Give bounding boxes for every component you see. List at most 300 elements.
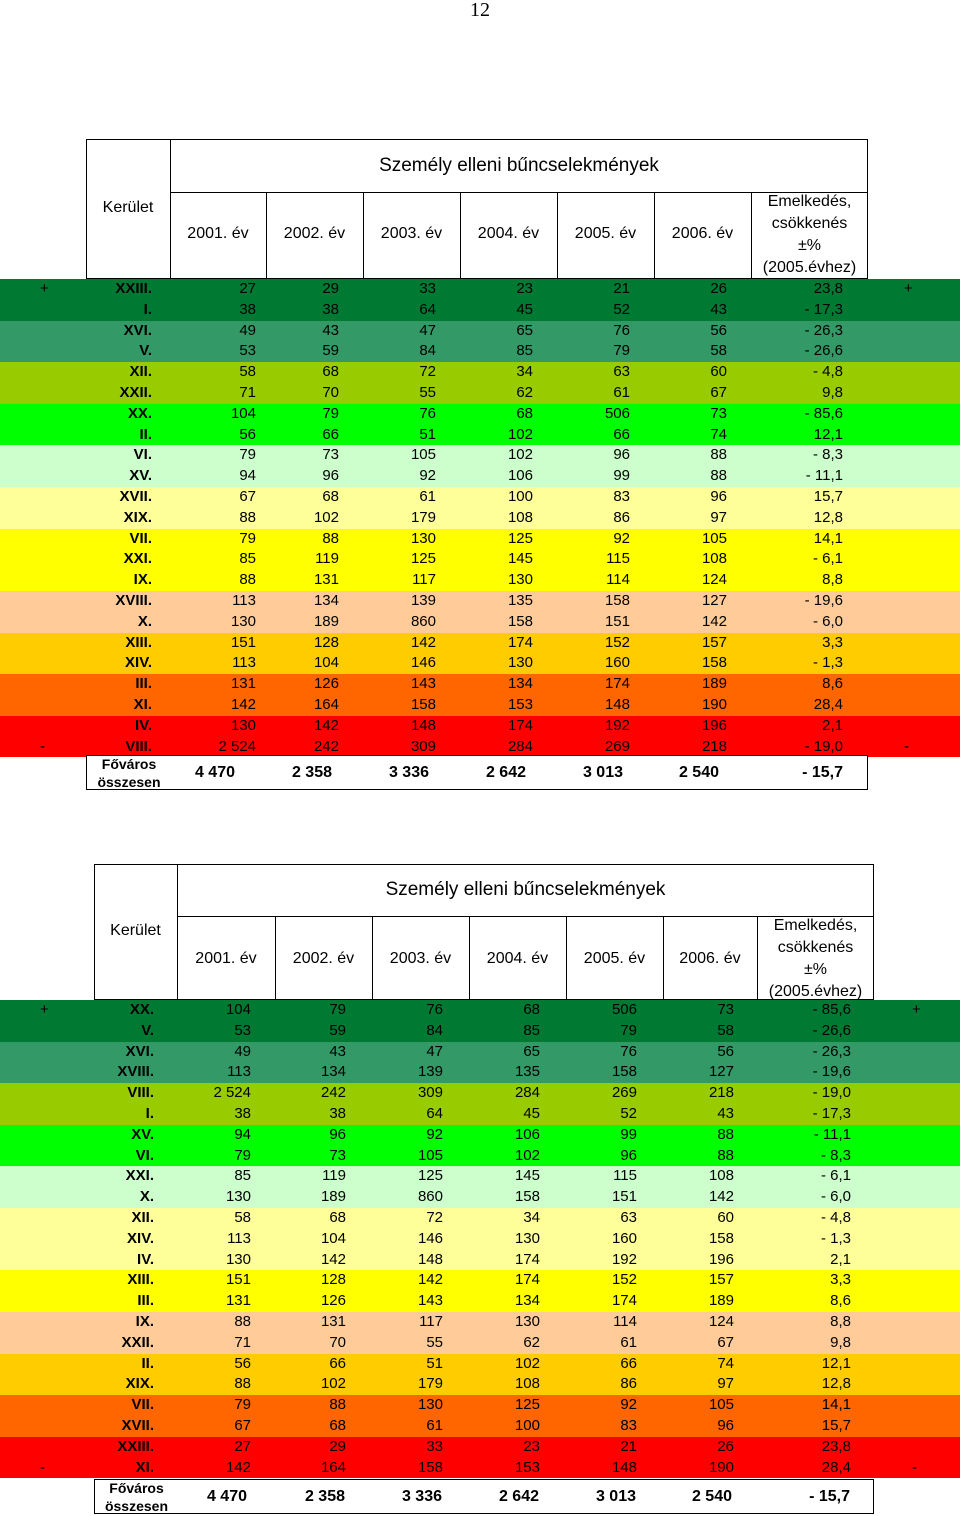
year-value: 506 <box>611 1001 637 1018</box>
district-name: XI. <box>135 1458 154 1476</box>
year-value: 142 <box>417 1271 443 1289</box>
year-value: 55 <box>426 1333 443 1351</box>
year-value: 130 <box>230 612 256 630</box>
year-value: 126 <box>320 1292 346 1310</box>
year-value: 160 <box>604 654 630 672</box>
table-row <box>0 1250 960 1271</box>
year-header: 2003. év <box>389 950 452 967</box>
year-value: 76 <box>613 321 630 339</box>
year-value: 61 <box>426 1417 443 1434</box>
year-value: 23 <box>523 1437 540 1455</box>
year-value: 108 <box>708 1167 734 1185</box>
change-value: 15,7 <box>813 488 843 505</box>
year-value: 269 <box>604 737 630 755</box>
change-value: 8,8 <box>822 571 843 589</box>
year-value: 152 <box>604 633 630 651</box>
year-value: 113 <box>232 592 256 609</box>
year-value: 117 <box>419 1313 443 1330</box>
year-value: 79 <box>234 1146 251 1164</box>
year-value: 88 <box>710 467 727 485</box>
year-value: 64 <box>426 1105 443 1122</box>
year-value: 92 <box>620 1396 637 1414</box>
year-value: 85 <box>516 342 533 360</box>
year-value: 284 <box>507 737 533 755</box>
district-name: XX. <box>129 1001 154 1018</box>
year-value: 148 <box>410 716 436 734</box>
change-value: - 11,1 <box>813 1125 851 1143</box>
year-value: 174 <box>611 1292 637 1310</box>
change-value: - 6,0 <box>820 1188 851 1206</box>
year-value: 189 <box>313 612 339 630</box>
change-value: 23,8 <box>813 280 843 297</box>
change-value: - 1,3 <box>812 654 843 672</box>
year-value: 96 <box>710 488 727 505</box>
plus-sign: + <box>904 280 913 297</box>
change-header-line: Emelkedés, <box>767 193 852 210</box>
table-row <box>0 1291 960 1312</box>
year-value: 67 <box>239 488 256 505</box>
year-value: 117 <box>412 571 436 589</box>
change-value: 12,8 <box>813 508 843 526</box>
year-value: 142 <box>708 1188 734 1206</box>
year-value: 58 <box>239 363 256 381</box>
change-value: - 6,1 <box>820 1167 851 1185</box>
year-value: 158 <box>708 1229 734 1247</box>
table-row <box>0 1021 960 1042</box>
total-value: - 15,7 <box>802 764 843 781</box>
year-value: 192 <box>604 716 630 734</box>
year-value: 105 <box>701 529 727 547</box>
year-value: 125 <box>507 529 533 547</box>
year-value: 65 <box>516 321 533 339</box>
change-value: 9,8 <box>822 384 843 401</box>
year-value: 2 524 <box>218 737 256 755</box>
year-value: 94 <box>234 1125 251 1143</box>
change-value: - 19,6 <box>804 592 843 609</box>
total-value: 4 470 <box>206 1488 247 1505</box>
total-value: 4 470 <box>194 764 235 781</box>
year-value: 58 <box>717 1021 734 1039</box>
year-value: 21 <box>613 280 630 297</box>
year-value: 142 <box>410 633 436 651</box>
table-row <box>0 1042 960 1063</box>
change-value: - 85,6 <box>812 1001 851 1018</box>
year-value: 96 <box>613 446 630 464</box>
year-value: 59 <box>322 342 339 360</box>
year-value: 151 <box>225 1271 251 1289</box>
year-value: 160 <box>611 1229 637 1247</box>
year-value: 79 <box>620 1021 637 1039</box>
year-value: 83 <box>613 488 630 505</box>
year-value: 29 <box>329 1437 346 1455</box>
year-value: 196 <box>701 716 727 734</box>
year-value: 113 <box>232 654 256 672</box>
district-name: VI. <box>135 1146 154 1164</box>
change-value: - 8,3 <box>820 1146 851 1164</box>
year-value: 130 <box>507 654 533 672</box>
year-value: 102 <box>507 446 533 464</box>
year-value: 143 <box>410 675 436 693</box>
year-value: 174 <box>514 1250 540 1268</box>
table-row <box>0 1125 960 1146</box>
year-value: 146 <box>417 1229 443 1247</box>
year-value: 151 <box>611 1188 637 1206</box>
year-value: 96 <box>322 467 339 485</box>
year-value: 157 <box>701 633 727 651</box>
year-value: 104 <box>313 654 339 672</box>
year-value: 88 <box>329 1396 346 1414</box>
year-value: 88 <box>239 508 256 526</box>
year-value: 88 <box>234 1313 251 1330</box>
year-value: 102 <box>507 425 533 443</box>
year-value: 70 <box>322 384 339 401</box>
district-name: VII. <box>129 529 152 547</box>
year-value: 189 <box>708 1292 734 1310</box>
year-value: 97 <box>710 508 727 526</box>
district-name: XXII. <box>121 1333 154 1351</box>
year-value: 218 <box>701 737 727 755</box>
change-header-line: ±% <box>797 237 821 254</box>
year-value: 60 <box>717 1209 734 1226</box>
year-value: 79 <box>613 342 630 360</box>
table-row <box>0 1146 960 1167</box>
year-value: 38 <box>322 300 339 318</box>
year-value: 51 <box>426 1354 443 1372</box>
year-value: 84 <box>419 342 436 360</box>
district-name: V. <box>139 342 152 360</box>
page-number: 12 <box>470 0 490 21</box>
year-value: 134 <box>507 675 533 693</box>
change-value: - 19,6 <box>812 1063 851 1081</box>
year-value: 70 <box>329 1333 346 1351</box>
year-value: 130 <box>225 1250 251 1268</box>
year-header: 2004. év <box>486 950 549 967</box>
year-value: 43 <box>322 321 339 339</box>
year-value: 55 <box>419 384 436 401</box>
table-row <box>0 1166 960 1187</box>
district-name: XIX. <box>125 1375 154 1393</box>
table-title: Személy elleni bűncselekmények <box>379 155 659 176</box>
year-value: 56 <box>717 1042 734 1060</box>
district-name: I. <box>143 300 152 318</box>
table-row <box>0 1270 960 1291</box>
change-value: - 26,6 <box>812 1021 851 1039</box>
change-value: 12,1 <box>813 425 843 443</box>
year-value: 94 <box>239 467 256 485</box>
year-value: 85 <box>523 1021 540 1039</box>
minus-sign: - <box>40 737 45 755</box>
year-value: 51 <box>419 425 436 443</box>
district-name: XV. <box>129 467 152 485</box>
total-value: 3 336 <box>401 1488 442 1505</box>
year-value: 309 <box>410 737 436 755</box>
year-value: 179 <box>410 508 436 526</box>
change-value: - 19,0 <box>804 737 843 755</box>
year-value: 61 <box>419 488 436 505</box>
year-value: 68 <box>523 1001 540 1018</box>
year-value: 174 <box>507 716 533 734</box>
district-name: XXIII. <box>117 1437 154 1455</box>
total-value: 3 336 <box>388 764 429 781</box>
year-value: 47 <box>419 321 436 339</box>
district-name: XIX. <box>123 508 152 526</box>
change-value: 8,6 <box>822 675 843 693</box>
year-value: 29 <box>322 280 339 297</box>
year-value: 85 <box>234 1167 251 1185</box>
year-value: 114 <box>613 1313 637 1330</box>
year-value: 115 <box>606 550 630 568</box>
table-title: Személy elleni bűncselekmények <box>385 879 666 900</box>
district-name: IX. <box>135 1313 154 1330</box>
year-value: 79 <box>239 529 256 547</box>
year-value: 151 <box>230 633 256 651</box>
year-value: 66 <box>613 425 630 443</box>
year-value: 33 <box>426 1437 443 1455</box>
year-value: 284 <box>514 1084 540 1102</box>
year-value: 27 <box>234 1437 251 1455</box>
total-value: 3 013 <box>595 1488 636 1505</box>
district-name: XIV. <box>125 654 152 672</box>
year-value: 102 <box>320 1375 346 1393</box>
year-value: 27 <box>239 280 256 297</box>
change-value: - 6,1 <box>812 550 843 568</box>
year-value: 142 <box>313 716 339 734</box>
year-value: 62 <box>516 384 533 401</box>
district-name: XIII. <box>127 1271 154 1289</box>
year-value: 134 <box>514 1292 540 1310</box>
year-value: 113 <box>227 1063 251 1081</box>
kerulet-header: Kerület <box>110 922 161 939</box>
district-name: IV. <box>137 1250 154 1268</box>
year-value: 142 <box>701 612 727 630</box>
total-value: 2 358 <box>291 764 332 781</box>
change-value: 23,8 <box>821 1437 851 1455</box>
district-name: XIII. <box>125 633 152 651</box>
year-value: 126 <box>313 675 339 693</box>
year-value: 61 <box>620 1333 637 1351</box>
district-name: XII. <box>131 1209 154 1226</box>
district-name: VII. <box>131 1396 154 1414</box>
total-label <box>95 1479 178 1515</box>
year-value: 131 <box>225 1292 251 1310</box>
year-value: 157 <box>708 1271 734 1289</box>
year-value: 62 <box>523 1333 540 1351</box>
year-value: 45 <box>523 1105 540 1122</box>
change-value: 2,1 <box>822 716 843 734</box>
minus-sign: - <box>904 737 909 755</box>
change-value: 14,1 <box>813 529 843 547</box>
minus-sign: - <box>912 1458 917 1476</box>
year-value: 49 <box>234 1042 251 1060</box>
year-value: 96 <box>717 1417 734 1434</box>
table-row <box>0 1000 960 1021</box>
year-value: 102 <box>313 508 339 526</box>
year-value: 68 <box>322 363 339 381</box>
year-value: 860 <box>410 612 436 630</box>
change-header-line: (2005.évhez) <box>768 983 863 1000</box>
year-value: 79 <box>329 1001 346 1018</box>
year-value: 158 <box>514 1188 540 1206</box>
year-value: 179 <box>417 1375 443 1393</box>
year-value: 148 <box>604 696 630 713</box>
year-value: 124 <box>701 571 727 589</box>
district-name: I. <box>145 1105 154 1122</box>
year-header: 2006. év <box>679 950 741 967</box>
year-value: 97 <box>717 1375 734 1393</box>
plus-sign: + <box>40 280 49 297</box>
district-name: XVIII. <box>117 1063 154 1081</box>
district-name: III. <box>135 675 152 693</box>
district-name: IV. <box>135 716 152 734</box>
year-header: 2002. év <box>283 225 346 242</box>
year-header: 2006. év <box>671 225 734 242</box>
year-value: 34 <box>516 363 533 381</box>
year-value: 860 <box>417 1188 443 1206</box>
year-value: 74 <box>717 1354 734 1372</box>
change-value: - 17,3 <box>812 1105 851 1122</box>
change-header-line: Emelkedés, <box>773 917 858 934</box>
year-value: 114 <box>606 571 630 589</box>
year-value: 52 <box>613 300 630 318</box>
year-value: 242 <box>320 1084 346 1102</box>
table-row <box>0 1354 960 1375</box>
year-value: 88 <box>322 529 339 547</box>
year-header: 2005. év <box>583 950 646 967</box>
year-header: 2001. év <box>195 950 257 967</box>
year-value: 100 <box>514 1417 540 1434</box>
year-value: 158 <box>604 592 630 609</box>
year-value: 190 <box>708 1458 734 1476</box>
year-value: 148 <box>417 1250 443 1268</box>
year-value: 71 <box>239 384 256 401</box>
year-value: 34 <box>523 1209 540 1226</box>
year-value: 106 <box>507 467 533 485</box>
district-name: X. <box>137 612 152 630</box>
year-value: 130 <box>514 1313 540 1330</box>
year-value: 127 <box>708 1063 734 1081</box>
kerulet-header: Kerület <box>102 199 154 216</box>
total-label-line: Főváros <box>101 756 157 772</box>
year-value: 143 <box>417 1292 443 1310</box>
year-value: 108 <box>507 508 533 526</box>
year-value: 309 <box>417 1084 443 1102</box>
district-name: XXI. <box>123 550 152 568</box>
year-value: 79 <box>234 1396 251 1414</box>
change-value: - 8,3 <box>812 446 843 464</box>
district-name: XVI. <box>123 321 152 339</box>
change-value: 8,8 <box>830 1313 851 1330</box>
district-name: XXI. <box>125 1167 154 1185</box>
year-value: 56 <box>710 321 727 339</box>
year-value: 124 <box>708 1313 734 1330</box>
district-name: XV. <box>131 1125 154 1143</box>
district-name: XXIII. <box>115 280 152 297</box>
year-value: 128 <box>320 1271 346 1289</box>
year-value: 146 <box>410 654 436 672</box>
change-value: - 26,3 <box>804 321 843 339</box>
year-value: 174 <box>604 675 630 693</box>
year-value: 130 <box>225 1188 251 1206</box>
year-value: 131 <box>320 1313 346 1330</box>
year-value: 139 <box>410 592 436 609</box>
table-row <box>0 1437 960 1458</box>
year-value: 108 <box>514 1375 540 1393</box>
year-value: 142 <box>320 1250 346 1268</box>
year-value: 153 <box>514 1458 540 1476</box>
year-value: 190 <box>701 696 727 713</box>
change-value: 12,1 <box>821 1354 851 1372</box>
change-value: - 19,0 <box>812 1084 851 1102</box>
year-value: 68 <box>322 488 339 505</box>
table-row <box>0 1395 960 1416</box>
total-value: 2 358 <box>304 1488 345 1505</box>
year-value: 65 <box>523 1042 540 1060</box>
total-label-line: összesen <box>104 1498 169 1514</box>
table-row <box>0 1062 960 1083</box>
year-value: 85 <box>239 550 256 568</box>
year-value: 74 <box>710 425 727 443</box>
change-value: 14,1 <box>821 1396 851 1414</box>
district-name: X. <box>139 1188 154 1206</box>
year-value: 79 <box>239 446 256 464</box>
change-header-line: csökkenés <box>777 939 854 956</box>
year-value: 79 <box>322 404 339 422</box>
district-name: XVII. <box>121 1417 154 1434</box>
year-value: 66 <box>322 425 339 443</box>
year-value: 104 <box>320 1229 346 1247</box>
district-name: II. <box>139 425 152 443</box>
year-value: 145 <box>514 1167 540 1185</box>
year-value: 68 <box>329 1417 346 1434</box>
table-row <box>0 1104 960 1125</box>
year-value: 59 <box>329 1021 346 1039</box>
year-value: 23 <box>516 280 533 297</box>
year-value: 76 <box>419 404 436 422</box>
year-value: 26 <box>717 1437 734 1455</box>
year-value: 130 <box>410 529 436 547</box>
year-value: 142 <box>225 1458 251 1476</box>
district-name: VIII. <box>125 737 152 755</box>
change-header-line: csökkenés <box>771 215 848 232</box>
year-value: 73 <box>322 446 339 464</box>
year-value: 130 <box>417 1396 443 1414</box>
year-value: 269 <box>611 1084 637 1102</box>
year-value: 135 <box>507 592 533 609</box>
year-value: 72 <box>426 1209 443 1226</box>
year-value: 134 <box>320 1063 346 1081</box>
year-value: 67 <box>717 1333 734 1351</box>
year-value: 38 <box>239 300 256 318</box>
change-value: - 85,6 <box>804 404 843 422</box>
table-row <box>0 1229 960 1250</box>
district-name: IX. <box>133 571 152 589</box>
year-value: 73 <box>710 404 727 422</box>
change-value: - 4,8 <box>812 363 843 381</box>
change-value: - 11,1 <box>805 467 843 485</box>
year-value: 33 <box>419 280 436 297</box>
change-value: 3,3 <box>830 1271 851 1289</box>
year-value: 131 <box>313 571 339 589</box>
change-value: - 26,6 <box>804 342 843 360</box>
year-value: 125 <box>417 1167 443 1185</box>
year-value: 104 <box>230 404 256 422</box>
total-label-line: összesen <box>97 774 161 790</box>
total-value: 2 540 <box>678 764 719 781</box>
year-value: 53 <box>234 1021 251 1039</box>
year-value: 63 <box>613 363 630 381</box>
year-value: 53 <box>239 342 256 360</box>
year-value: 174 <box>507 633 533 651</box>
